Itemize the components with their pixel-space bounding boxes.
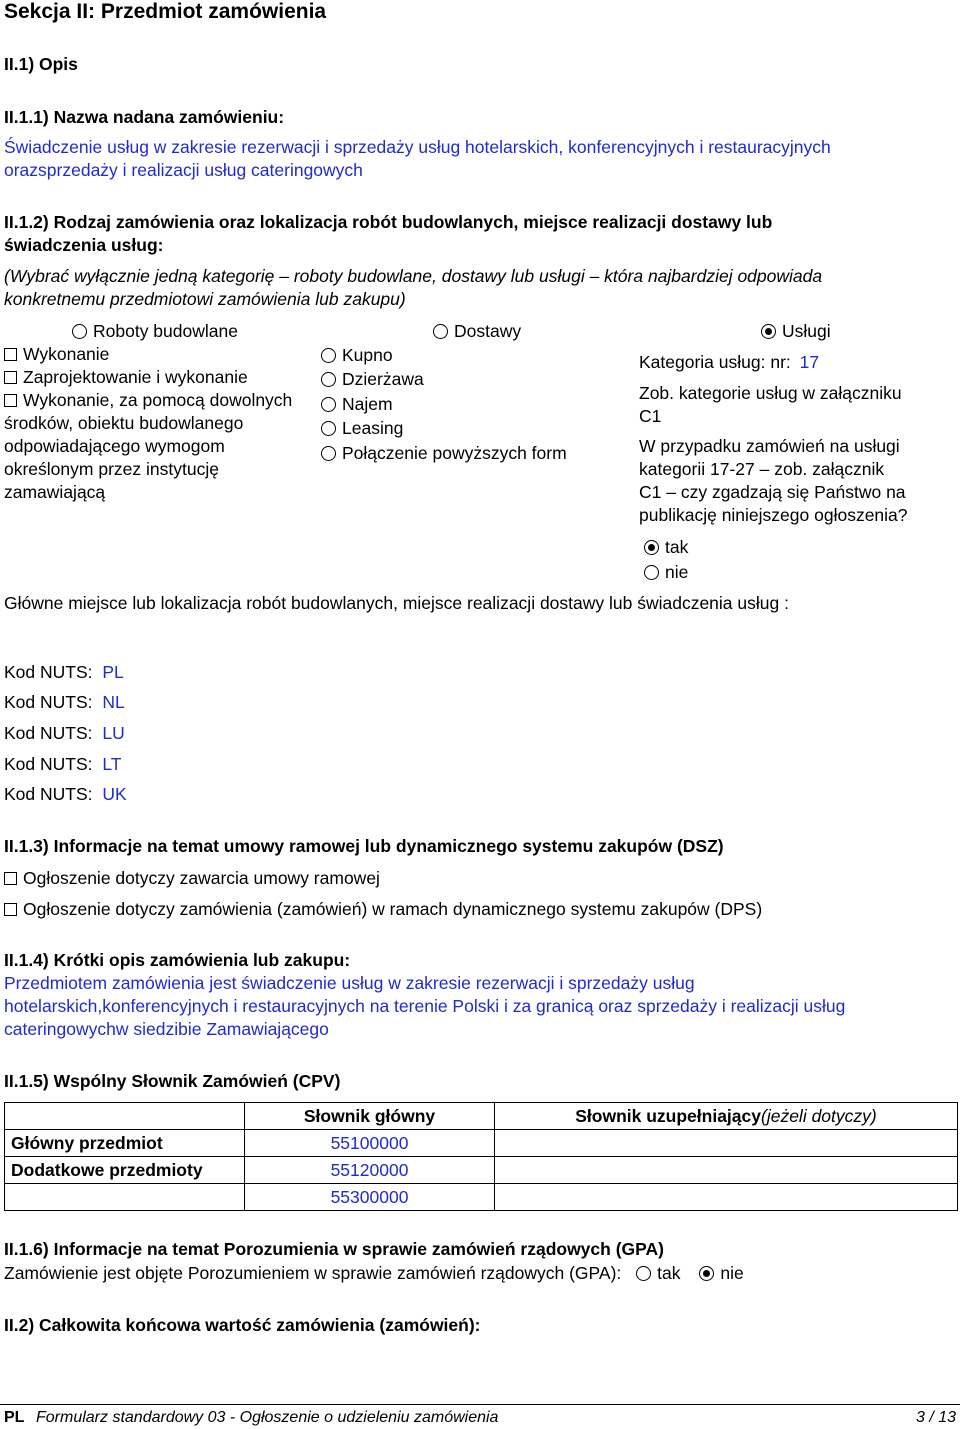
publication-answer-yes[interactable]: tak <box>644 537 688 558</box>
table-row <box>5 1130 958 1157</box>
nuts-row: Kod NUTS: LT <box>4 754 122 774</box>
radio-selected-icon <box>699 1266 714 1281</box>
works-option-any-means[interactable]: Wykonanie, za pomocą dowolnych <box>4 390 292 411</box>
short-description-line2: hotelarskich,konferencyjnych i restauracyjnych na terenie Polski i za granicą oraz sprzedaży i realizacji usług <box>4 996 846 1016</box>
table-row <box>5 1184 958 1211</box>
location-label: Główne miejsce lub lokalizacja robót budowlanych, miejsce realizacji dostawy lub świadczenia usług : <box>4 593 789 613</box>
gpa-no-radio[interactable]: nie <box>699 1263 743 1283</box>
nuts-row: Kod NUTS: NL <box>4 692 125 712</box>
nuts-code: LU <box>102 723 125 743</box>
works-option-tail-4: zamawiającą <box>4 482 106 502</box>
supplies-option-leasing[interactable]: Leasing <box>321 418 403 439</box>
radio-selected-icon <box>761 324 776 339</box>
category-note-line1: (Wybrać wyłącznie jedną kategorię – roboty budowlane, dostawy lub usługi – która najbardziej odpowiada <box>4 266 823 286</box>
works-option-tail-2: odpowiadającego wymogom <box>4 436 225 456</box>
radio-icon <box>321 372 336 387</box>
checkbox-icon <box>4 371 17 384</box>
contract-name-line2: orazsprzedaży i realizacji usług cateringowych <box>4 160 363 180</box>
supplies-option-combination[interactable]: Połączenie powyższych form <box>321 443 567 464</box>
footer-page-number: 3 / 13 <box>915 1409 956 1426</box>
nuts-row: Kod NUTS: PL <box>4 662 124 682</box>
nuts-code: UK <box>102 784 127 804</box>
table-row <box>5 1103 958 1130</box>
heading-ii11: II.1.1) Nazwa nadana zamówieniu: <box>4 107 285 127</box>
checkbox-icon <box>4 903 17 916</box>
works-option-design-execution[interactable]: Zaprojektowanie i wykonanie <box>4 367 248 388</box>
footer-form-name: Formularz standardowy 03 - Ogłoszenie o udzieleniu zamówienia <box>36 1409 499 1426</box>
radio-icon <box>636 1266 651 1281</box>
cpv-code: 55100000 <box>245 1130 495 1157</box>
cpv-code: 55300000 <box>245 1184 495 1211</box>
heading-ii1: II.1) Opis <box>4 54 78 74</box>
service-category: Kategoria usług: nr: 17 <box>639 352 820 372</box>
checkbox-icon <box>4 348 17 361</box>
nuts-code: PL <box>102 662 124 682</box>
supplies-option-purchase[interactable]: Kupno <box>321 345 393 366</box>
heading-ii14: II.1.4) Krótki opis zamówienia lub zakupu: <box>4 950 351 970</box>
heading-ii15: II.1.5) Wspólny Słownik Zamówień (CPV) <box>4 1071 341 1091</box>
framework-agreement-checkbox[interactable]: Ogłoszenie dotyczy zawarcia umowy ramowej <box>4 868 380 889</box>
radio-icon <box>644 565 659 580</box>
section-title: Sekcja II: Przedmiot zamówienia <box>4 0 327 23</box>
radio-icon <box>321 421 336 436</box>
publication-question-line3: C1 – czy zgadzają się Państwo na <box>639 482 906 502</box>
heading-ii12-line2: świadczenia usług: <box>4 235 164 255</box>
nuts-row: Kod NUTS: LU <box>4 723 125 743</box>
nuts-code: LT <box>102 754 122 774</box>
page-footer <box>0 1404 960 1429</box>
gpa-yes-radio[interactable]: tak <box>636 1263 680 1283</box>
gpa-statement: Zamówienie jest objęte Porozumieniem w sprawie zamówień rządowych (GPA): tak nie <box>4 1263 744 1283</box>
service-see-annex-line2: C1 <box>639 406 662 426</box>
publication-answer-no[interactable]: nie <box>644 562 688 583</box>
supplies-option-lease[interactable]: Dzierżawa <box>321 369 424 390</box>
cpv-row-label: Główny przedmiot <box>5 1130 245 1157</box>
type-works-radio[interactable]: Roboty budowlane <box>72 321 238 342</box>
publication-question-line1: W przypadku zamówień na usługi <box>639 436 900 456</box>
cpv-code: 55120000 <box>245 1157 495 1184</box>
supplies-option-rental[interactable]: Najem <box>321 394 393 415</box>
type-supplies-radio[interactable]: Dostawy <box>433 321 521 342</box>
footer-language: PL <box>4 1409 25 1426</box>
checkbox-icon <box>4 394 17 407</box>
contract-name-line1: Świadczenie usług w zakresie rezerwacji i sprzedaży usług hotelarskich, konferencyjnych i restauracyjnych <box>4 137 831 157</box>
short-description-line1: Przedmiotem zamówienia jest świadczenie usług w zakresie rezerwacji i sprzedaży usług <box>4 973 695 993</box>
checkbox-icon <box>4 872 17 885</box>
category-note-line2: konkretnemu przedmiotowi zamówienia lub zakupu) <box>4 289 406 309</box>
publication-question-line2: kategorii 17-27 – zob. załącznik <box>639 459 885 479</box>
radio-icon <box>321 446 336 461</box>
works-option-execution[interactable]: Wykonanie <box>4 344 109 365</box>
cpv-header-supplementary: Słownik uzupełniający(jeżeli dotyczy) <box>495 1103 958 1130</box>
radio-icon <box>321 397 336 412</box>
cpv-table <box>4 1102 958 1211</box>
service-category-value: 17 <box>799 352 820 372</box>
radio-icon <box>72 324 87 339</box>
cpv-row-label: Dodatkowe przedmioty <box>5 1157 245 1184</box>
radio-icon <box>433 324 448 339</box>
heading-ii2: II.2) Całkowita końcowa wartość zamówienia (zamówień): <box>4 1315 481 1335</box>
cpv-header-main: Słownik główny <box>245 1103 495 1130</box>
service-see-annex-line1: Zob. kategorie usług w załączniku <box>639 383 902 403</box>
table-row <box>5 1157 958 1184</box>
nuts-code: NL <box>102 692 125 712</box>
radio-selected-icon <box>644 540 659 555</box>
heading-ii16: II.1.6) Informacje na temat Porozumienia w sprawie zamówień rządowych (GPA) <box>4 1239 664 1259</box>
heading-ii13: II.1.3) Informacje na temat umowy ramowej lub dynamicznego systemu zakupów (DSZ) <box>4 836 724 856</box>
heading-ii12-line1: II.1.2) Rodzaj zamówienia oraz lokalizacja robót budowlanych, miejsce realizacji dostawy lub <box>4 212 773 232</box>
works-option-tail-1: środków, obiektu budowlanego <box>4 413 244 433</box>
short-description-line3: cateringowychw siedzibie Zamawiającego <box>4 1019 329 1039</box>
publication-question-line4: publikację niniejszego ogłoszenia? <box>639 505 908 525</box>
nuts-row: Kod NUTS: UK <box>4 784 127 804</box>
works-option-tail-3: określonym przez instytucję <box>4 459 219 479</box>
dps-checkbox[interactable]: Ogłoszenie dotyczy zamówienia (zamówień) w ramach dynamicznego systemu zakupów (DPS) <box>4 899 762 920</box>
type-services-radio[interactable]: Usługi <box>761 321 831 342</box>
radio-icon <box>321 348 336 363</box>
